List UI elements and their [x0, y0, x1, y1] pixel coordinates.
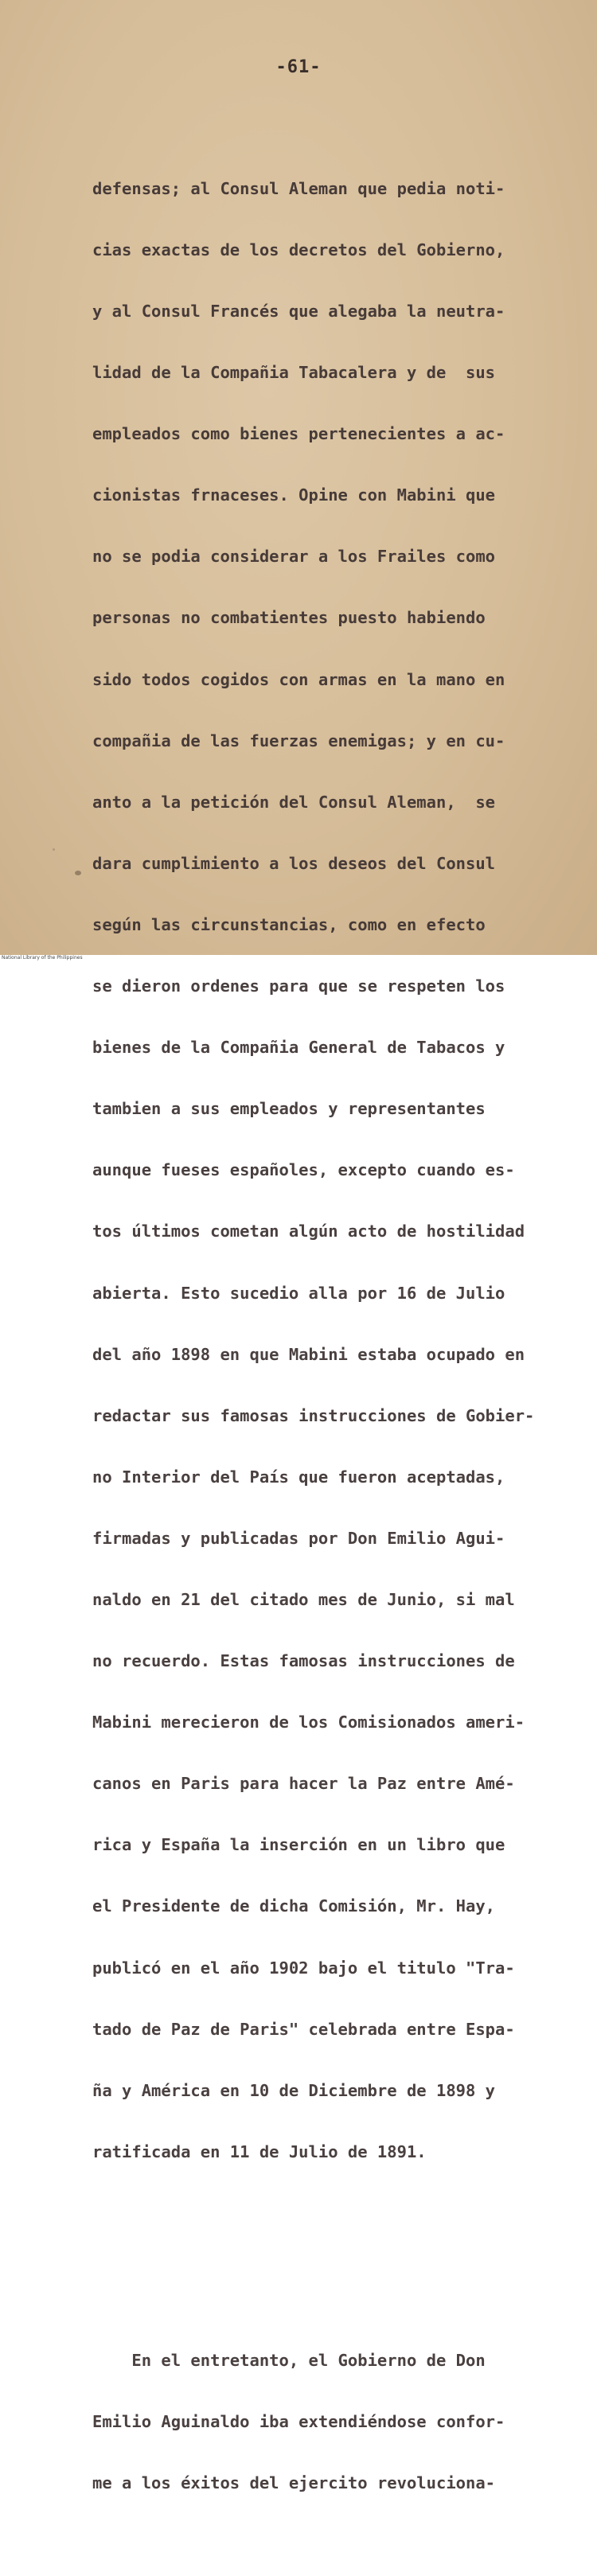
text-line: personas no combatientes puesto habiendo	[92, 608, 486, 628]
paper-speck	[75, 871, 81, 875]
text-line: bienes de la Compañia General de Tabacos y	[92, 1038, 505, 1058]
text-line: firmadas y publicadas por Don Emilio Agui-	[92, 1528, 505, 1548]
paper-speck	[53, 848, 55, 851]
text-line: y al Consul Francés que alegaba la neutra-	[92, 302, 505, 321]
text-line: lidad de la Compañia Tabacalera y de sus	[92, 363, 496, 383]
text-line: Mabini merecieron de los Comisionados ameri-	[92, 1713, 525, 1732]
text-line: se dieron ordenes para que se respeten los	[92, 976, 505, 996]
text-line: el Presidente de dicha Comisión, Mr. Hay,	[92, 1896, 496, 1916]
text-line: no Interior del País que fueron aceptadas,	[92, 1467, 505, 1487]
text-line: redactar sus famosas instrucciones de Gobier-	[92, 1405, 535, 1425]
text-line: tado de Paz de Paris" celebrada entre Espa-	[92, 2019, 515, 2039]
text-line: naldo en 21 del citado mes de Junio, si mal	[92, 1589, 515, 1609]
text-line: aunque fueses españoles, excepto cuando es-	[92, 1160, 515, 1180]
text-line: no se podia considerar a los Frailes como	[92, 547, 496, 567]
text-line: sido todos cogidos con armas en la mano en	[92, 669, 505, 689]
text-line: rica y España la inserción en un libro que	[92, 1835, 505, 1855]
text-line: publicó en el año 1902 bajo el titulo "Tra-	[92, 1958, 515, 1978]
footer-bar	[0, 955, 597, 961]
text-line: ña y América en 10 de Diciembre de 1898 y	[92, 2080, 496, 2100]
text-line: abierta. Esto sucedio alla por 16 de Julio	[92, 1283, 505, 1303]
footer-credit: National Library of the Philippines	[2, 955, 83, 961]
text-line: defensas; al Consul Aleman que pedia noti-	[92, 178, 505, 198]
text-line: ratificada en 11 de Julio de 1891.	[92, 2141, 427, 2161]
paragraph-gap	[92, 2244, 538, 2269]
text-line: del año 1898 en que Mabini estaba ocupado en	[92, 1344, 525, 1364]
text-line: dara cumplimiento a los deseos del Consul	[92, 853, 496, 873]
text-line: cias exactas de los decretos del Gobierno,	[92, 240, 505, 259]
text-line: Emilio Aguinaldo iba extendiéndose confor-	[92, 2412, 505, 2432]
text-line: anto a la petición del Consul Aleman, se	[92, 792, 496, 812]
paragraph-1	[92, 138, 538, 2204]
text-line: tos últimos cometan algún acto de hostilidad	[92, 1222, 525, 1241]
page-number: -61-	[275, 57, 322, 77]
text-line: tambien a sus empleados y representantes	[92, 1099, 486, 1119]
body-text	[92, 97, 538, 2576]
text-line: En el entretanto, el Gobierno de Don	[92, 2351, 486, 2371]
text-line: compañia de las fuerzas enemigas; y en cu-	[92, 731, 505, 750]
text-line: cionistas frnaceses. Opine con Mabini que	[92, 485, 496, 505]
text-line: me a los éxitos del ejercito revoluciona-	[92, 2473, 496, 2493]
text-line: canos en Paris para hacer la Paz entre Amé-	[92, 1774, 515, 1794]
text-line: no recuerdo. Estas famosas instrucciones de	[92, 1651, 515, 1671]
text-line: según las circunstancias, como en efecto	[92, 914, 486, 934]
text-line: empleados como bienes pertenecientes a ac-	[92, 424, 505, 444]
paragraph-2	[92, 2310, 538, 2535]
